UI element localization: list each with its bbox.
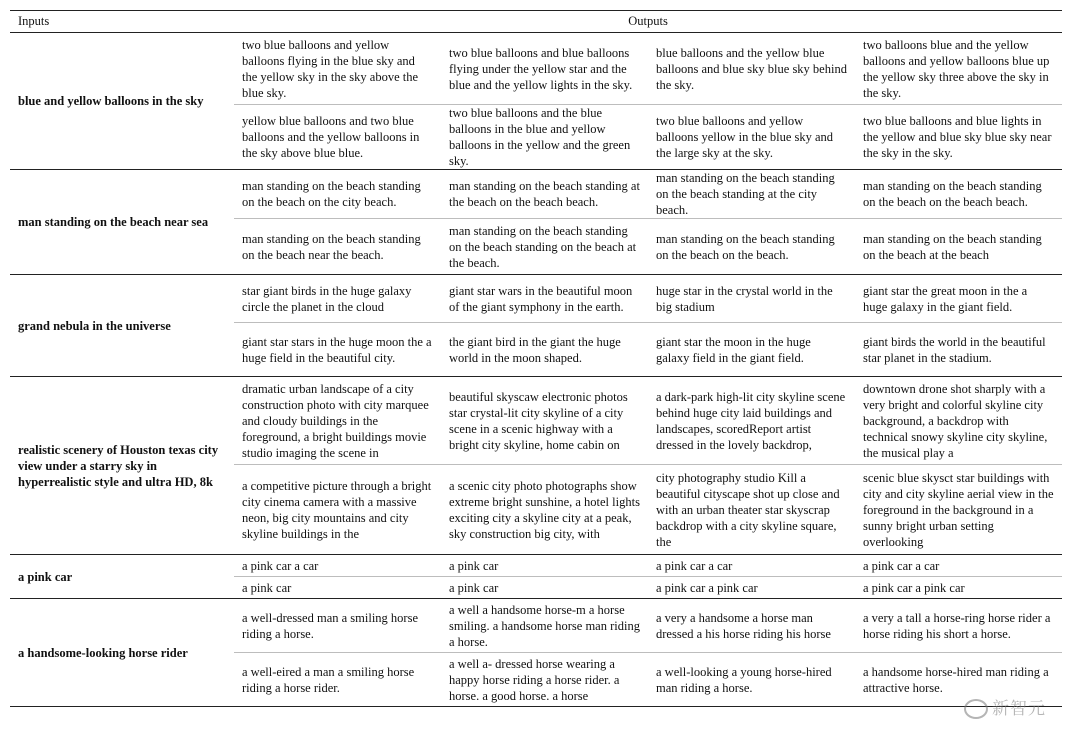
output-cell: man standing on the beach standing on the beach at the beach (863, 231, 1042, 262)
output-cell: a well a handsome horse-m a horse smiling. a handsome horse man riding a horse. (441, 599, 648, 653)
output-cell: a pink car a pink car (863, 580, 965, 595)
input-prompt-cell: blue and yellow balloons in the sky (18, 94, 204, 108)
output-cell: dramatic urban landscape of a city construction photo with city marquee and cloudy buildings in the foreground, a bright buildings movie studio imaging the scene in (234, 377, 441, 465)
output-cell: two blue balloons and blue balloons flying under the yellow star and the blue and the yellow lights in the sky. (441, 33, 648, 105)
output-cell: a scenic city photo photographs show extreme bright sunshine, a hotel lights exciting city a skyline city at a peak, sky construction big city, with (449, 478, 640, 541)
output-cell: a pink car a car (234, 555, 441, 577)
output-cell: man standing on the beach standing on the beach near the beach. (242, 231, 421, 262)
output-cell: a well-eired a man a smiling horse riding a horse rider. (242, 664, 415, 695)
output-cell: a pink car a car (648, 555, 855, 577)
output-cell: a handsome horse-hired man riding a attractive horse. (863, 664, 1049, 695)
table-row (10, 555, 1062, 577)
output-cell: a well a- dressed horse wearing a happy horse riding a horse rider. a horse. a good horse. a horse (449, 656, 620, 703)
output-cell: city photography studio Kill a beautiful cityscape shot up close and with an urban theater star skyscrap backdrop with a city skyline square, the (656, 470, 840, 549)
output-cell: downtown drone shot sharply with a very bright and colorful skyline city background, a backdrop with technical snowy skyline city skyline, the musical play a (855, 377, 1062, 465)
output-cell: blue balloons and the yellow blue balloons and blue sky blue sky behind the sky. (648, 33, 855, 105)
input-prompt-cell: a pink car (18, 569, 73, 584)
watermark-text: 新智元 (992, 699, 1046, 719)
table-header-row (10, 11, 1062, 33)
output-cell: two blue balloons and blue lights in the yellow and blue sky blue sky near the sky in the sky. (863, 114, 1052, 160)
output-cell: two balloons blue and the yellow balloons and yellow balloons blue up the yellow sky three above the sky in the sky. (855, 33, 1062, 105)
output-cell: giant star the moon in the huge galaxy field in the giant field. (656, 334, 811, 365)
table-body (10, 33, 1062, 707)
output-cell: a pink car a car (855, 555, 1062, 577)
output-cell: man standing on the beach standing on the beach on the beach. (656, 231, 835, 262)
wechat-icon (964, 699, 988, 719)
output-cell: giant birds the world in the beautiful star planet in the stadium. (863, 334, 1046, 365)
results-table-page (10, 10, 1070, 707)
output-cell: huge star in the crystal world in the big stadium (648, 275, 855, 323)
table-row (10, 377, 1062, 465)
input-prompt-cell: realistic scenery of Houston texas city view under a starry sky in hyperrealistic style and ultra HD, 8k (18, 442, 219, 489)
table-row (10, 275, 1062, 323)
outputs-header: Outputs (628, 14, 668, 28)
output-cell: a pink car (441, 555, 648, 577)
output-cell: a pink car (242, 580, 292, 595)
output-cell: two blue balloons and yellow balloons flying in the blue sky and the yellow sky in the sky above the blue sky. (234, 33, 441, 105)
watermark (964, 694, 1046, 719)
output-cell: the giant bird in the giant the huge world in the moon shaped. (449, 334, 621, 365)
output-cell: a pink car (449, 580, 499, 595)
output-cell: two blue balloons and the blue balloons in the blue and yellow balloons in the yellow and the green sky. (449, 106, 631, 168)
output-cell: scenic blue skysct star buildings with city and city skyline aerial view in the foreground in the background in a sunny bright urban setting overlooking (863, 470, 1054, 549)
output-cell: giant star stars in the huge moon the a huge field in the beautiful city. (242, 334, 432, 365)
input-prompt-cell: grand nebula in the universe (18, 318, 171, 333)
output-cell: a well-dressed man a smiling horse riding a horse. (234, 599, 441, 653)
output-cell: man standing on the beach standing on the beach on the beach beach. (855, 170, 1062, 219)
output-cell: a very a tall a horse-ring horse rider a horse riding his short a horse. (855, 599, 1062, 653)
output-cell: beautiful skyscaw electronic photos star crystal-lit city skyline of a city scene in a scenic highway with a bright city skyline, home cabin on (441, 377, 648, 465)
output-cell: two blue balloons and yellow balloons yellow in the blue sky and the large sky at the sky. (656, 114, 834, 160)
inputs-header: Inputs (18, 14, 50, 28)
table-row (10, 599, 1062, 653)
output-cell: yellow blue balloons and two blue balloons and the yellow balloons in the sky above blue blue. (242, 114, 420, 160)
output-cell: a competitive picture through a bright city cinema camera with a massive neon, big city mountains and city skyline buildings in the (242, 478, 432, 541)
results-table (10, 10, 1062, 707)
table-row (10, 170, 1062, 219)
output-cell: man standing on the beach standing at the beach on the beach beach. (441, 170, 648, 219)
output-cell: a pink car a pink car (656, 580, 758, 595)
output-cell: a very a handsome a horse man dressed a his horse riding his horse (648, 599, 855, 653)
output-cell: a dark-park high-lit city skyline scene behind huge city laid buildings and landscapes, scoredReport artist dressed in the lovely backdrop, (648, 377, 855, 465)
input-prompt-cell: man standing on the beach near sea (18, 215, 209, 229)
output-cell: giant star wars in the beautiful moon of the giant symphony in the earth. (441, 275, 648, 323)
table-row (10, 33, 1062, 105)
output-cell: giant star the great moon in the a huge galaxy in the giant field. (855, 275, 1062, 323)
input-prompt-cell: a handsome-looking horse rider (18, 645, 188, 660)
output-cell: star giant birds in the huge galaxy circle the planet in the cloud (234, 275, 441, 323)
output-cell: a well-looking a young horse-hired man riding a horse. (656, 664, 832, 695)
output-cell: man standing on the beach standing on the beach standing on the beach at the beach. (449, 223, 637, 270)
output-cell: man standing on the beach standing on the beach on the city beach. (234, 170, 441, 219)
output-cell: man standing on the beach standing on the beach standing at the city beach. (648, 170, 855, 219)
